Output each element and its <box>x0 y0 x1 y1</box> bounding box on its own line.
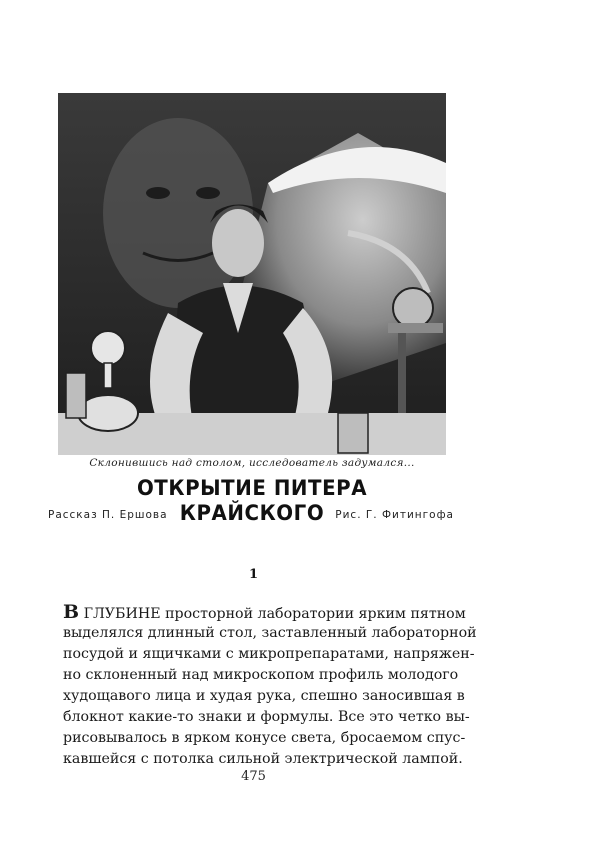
body-line: но склоненный над микроскопом профиль молодого <box>63 667 459 683</box>
story-title: ОТКРЫТИЕ ПИТЕРА КРАЙСКОГО <box>136 476 368 526</box>
body-line: кавшейся с потолка сильной электрической лампой. <box>63 751 463 767</box>
body-line: рисовывалось в ярком конусе света, бросаемом спус- <box>63 730 466 746</box>
first-line-text: ГЛУБИНЕ просторной лаборатории ярким пятном <box>79 606 466 622</box>
body-line: посудой и ящичками с микропрепаратами, напряжен- <box>63 646 475 662</box>
story-illustration <box>58 93 446 455</box>
illustration-caption: Склонившись над столом, исследователь задумался... <box>89 457 415 469</box>
body-line: блокнот какие-то знаки и формулы. Все это четко вы- <box>63 709 470 725</box>
author-credit: Рассказ П. Ершова <box>48 509 168 521</box>
drop-cap: В <box>63 601 80 623</box>
body-paragraph <box>63 601 477 770</box>
artist-credit: Рис. Г. Фитингофа <box>335 509 454 521</box>
body-line: выделялся длинный стол, заставленный лабораторной <box>63 625 477 641</box>
page-number: 475 <box>241 769 266 784</box>
body-line <box>63 601 466 623</box>
chapter-number: 1 <box>248 567 259 582</box>
engraving-scientist-at-microscope-icon <box>58 93 446 455</box>
body-line: худощавого лица и худая рука, спешно заносившая в <box>63 688 465 704</box>
